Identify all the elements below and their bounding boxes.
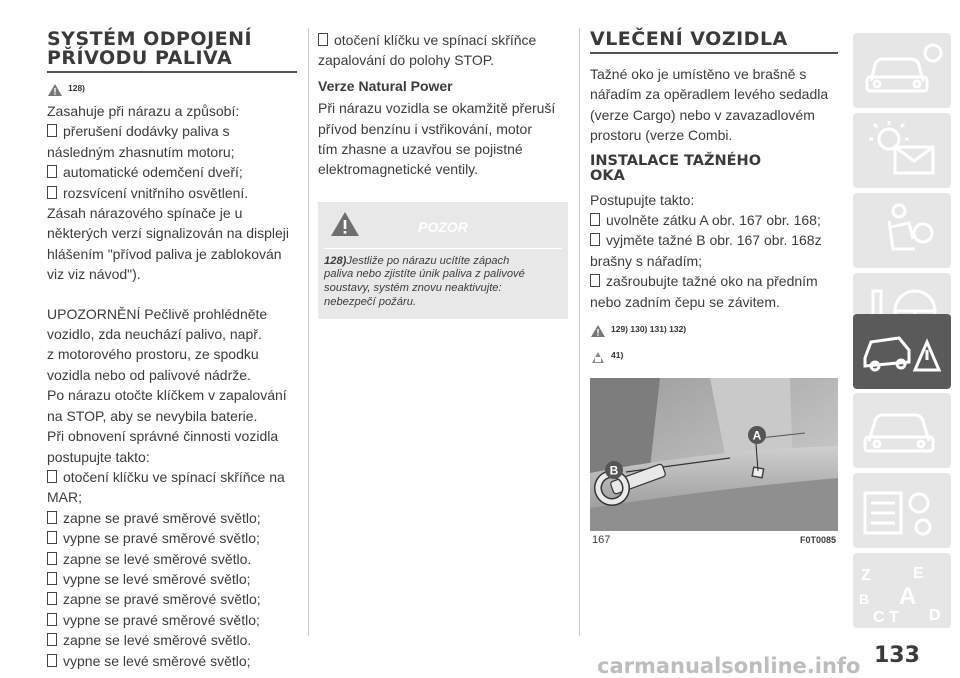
bullet-text-cont: zapalování do polohy STOP. xyxy=(318,52,495,69)
intro-text: Postupujte takto: xyxy=(590,191,695,208)
specifications-gears-icon xyxy=(853,473,951,548)
section-title-towing: VLEČENÍ VOZIDLA xyxy=(590,28,788,50)
caution-hand-icon xyxy=(590,350,606,364)
bullet-item xyxy=(47,183,297,203)
paragraph-line: Zásah nárazového spínače je u xyxy=(47,205,243,222)
checkbox-bullet-icon xyxy=(47,654,57,667)
bullet-text: zašroubujte tažné oko na předním xyxy=(606,273,818,290)
tow-eye-illustration xyxy=(590,378,838,531)
title-line-2: PŘÍVODU PALIVA xyxy=(47,47,233,69)
bullet-item xyxy=(590,230,838,250)
index-letter: C xyxy=(873,609,885,626)
paragraph-line: některých verzí signalizován na displeji xyxy=(47,225,290,242)
step-text: vypne se pravé směrové světlo; xyxy=(63,530,260,547)
column-natural-power xyxy=(318,30,568,319)
chapter-tab-specifications[interactable] xyxy=(853,473,951,548)
step-item xyxy=(47,589,297,609)
watermark: carmanualsonline.info xyxy=(597,654,861,678)
checkbox-bullet-icon xyxy=(47,633,57,646)
warning-line: paliva nebo zjistíte únik paliva z palivové xyxy=(324,268,525,281)
checkbox-bullet-icon xyxy=(590,233,600,246)
checkbox-bullet-icon xyxy=(47,572,57,585)
paragraph-line: Tažné oko je umístěno ve brašně s xyxy=(590,66,807,82)
step-item xyxy=(47,610,297,630)
bullet-text: vyjměte tažné B obr. 167 obr. 168z xyxy=(606,232,822,249)
step-item xyxy=(47,549,297,569)
paragraph-line: postupujte takto: xyxy=(47,448,150,465)
bullet-text: rozsvícení vnitřního osvětlení. xyxy=(63,184,249,201)
section-title-fuel-cutoff xyxy=(47,30,297,68)
checkbox-bullet-icon xyxy=(47,124,57,137)
column-divider xyxy=(579,28,580,636)
figure-caption xyxy=(590,534,838,550)
paragraph-line: z motorového prostoru, ze spodku xyxy=(47,346,259,363)
figure-tow-eye-photo xyxy=(590,378,838,531)
step-text: zapne se pravé směrové světlo; xyxy=(63,509,261,526)
title-rule xyxy=(47,71,297,73)
warning-line: Jestliže po nárazu ucítíte zápach xyxy=(346,254,510,267)
car-dashboard-icon xyxy=(853,33,951,108)
paragraph-line: přívod benzínu i vstřikování, motor xyxy=(318,120,532,137)
warning-ref-row xyxy=(47,81,297,101)
chapter-tab-warning-lights[interactable] xyxy=(853,113,951,188)
warning-box xyxy=(318,202,568,319)
column-towing xyxy=(590,30,838,550)
warning-number: 128) xyxy=(324,254,347,267)
warning-line: soustavy, systém znovu neaktivujte: xyxy=(324,282,502,295)
bullet-text: uvolněte zátku A obr. 167 obr. 168; xyxy=(606,212,821,229)
note-ref-row xyxy=(590,348,838,366)
checkbox-bullet-icon xyxy=(47,552,57,565)
warning-triangle-icon xyxy=(47,83,63,97)
step-item xyxy=(47,508,297,528)
car-maintenance-icon xyxy=(853,393,951,468)
paragraph-line: viz viz návod"). xyxy=(47,266,141,283)
paragraph-line: tím zhasne a uzavřou se pojistné xyxy=(318,141,523,158)
page-number: 133 xyxy=(874,643,920,668)
step-text: vypne se levé směrové světlo; xyxy=(63,570,251,587)
step-text: zapne se levé směrové světlo. xyxy=(63,632,252,649)
warning-ref-row xyxy=(590,322,838,348)
index-letter: T xyxy=(889,609,899,626)
paragraph-line: (verze Cargo) nebo v zavazadlovém xyxy=(590,106,815,123)
chapter-tab-emergency[interactable] xyxy=(853,314,951,389)
warning-title: POZOR xyxy=(418,218,468,235)
intro-text: Zasahuje při nárazu a způsobí: xyxy=(47,103,240,119)
chapter-tab-index[interactable] xyxy=(853,558,951,628)
step-text: zapne se levé směrové světlo. xyxy=(63,550,252,567)
warning-ref: 128) xyxy=(68,83,86,93)
checkbox-bullet-icon xyxy=(47,613,57,626)
paragraph-line: Po nárazu otočte klíčkem v zapalování xyxy=(47,387,287,404)
bullet-text: přerušení dodávky paliva s xyxy=(63,123,230,140)
paragraph-line: vozidla nebo od palivové nádrže. xyxy=(47,366,251,383)
title-rule xyxy=(590,52,838,54)
checkbox-bullet-icon xyxy=(47,511,57,524)
chapter-tab-safety[interactable] xyxy=(853,193,951,268)
callout-b-label: B xyxy=(609,463,619,478)
bullet-text-cont: brašny s nářadím; xyxy=(590,252,703,269)
subtitle-line-2: OKA xyxy=(590,167,625,184)
checkbox-bullet-icon xyxy=(47,186,57,199)
bullet-item xyxy=(47,467,297,487)
checkbox-bullet-icon xyxy=(47,592,57,605)
paragraph-line: elektromagnetické ventily. xyxy=(318,161,479,178)
bullet-item xyxy=(47,162,297,182)
step-item xyxy=(47,630,297,650)
warning-header xyxy=(318,202,568,248)
emergency-car-icon xyxy=(853,314,951,389)
paragraph-line: UPOZORNĚNÍ Pečlivě prohlédněte xyxy=(47,305,268,322)
step-item xyxy=(47,528,297,548)
step-text: vypne se pravé směrové světlo; xyxy=(63,611,260,628)
column-fuel-cutoff xyxy=(47,30,297,671)
paragraph-line: nářadím za opěradlem levého sedadla xyxy=(590,86,829,103)
checkbox-bullet-icon xyxy=(318,33,328,46)
warning-line: nebezpečí požáru. xyxy=(324,295,417,308)
checkbox-bullet-icon xyxy=(47,165,57,178)
seat-safety-icon xyxy=(853,193,951,268)
warning-refs: 129) 130) 131) 132) xyxy=(611,324,687,335)
bullet-item xyxy=(318,30,568,50)
paragraph-line: hlášením "přívod paliva je zablokován xyxy=(47,245,282,262)
alphabetical-index-icon xyxy=(853,558,951,628)
callout-a-label: A xyxy=(752,428,762,443)
checkbox-bullet-icon xyxy=(47,470,57,483)
paragraph-line: prostoru (verze Combi. xyxy=(590,127,733,144)
step-item xyxy=(47,651,297,671)
warning-triangle-icon xyxy=(590,324,606,338)
paragraph-line: vozidlo, zda neuchází palivo, např. xyxy=(47,326,262,343)
index-letter: D xyxy=(929,607,941,624)
figure-code: F0T0085 xyxy=(799,535,836,546)
bullet-item xyxy=(47,121,297,141)
bullet-text-cont: následným zhasnutím motoru; xyxy=(47,143,235,160)
index-letter: B xyxy=(859,591,870,607)
paragraph-line: Při obnovení správné činnosti vozidla xyxy=(47,428,279,445)
step-item xyxy=(47,569,297,589)
bullet-text: otočení klíčku ve spínací skříňce xyxy=(334,32,537,48)
bullet-text: otočení klíčku ve spínací skříňce na xyxy=(63,468,285,485)
bullet-text-cont: nebo zadním čepu se závitem. xyxy=(590,293,780,310)
subtitle-line-1: INSTALACE TAŽNÉHO xyxy=(590,152,762,169)
subheading-natural-power: Verze Natural Power xyxy=(318,77,453,94)
checkbox-bullet-icon xyxy=(590,274,600,287)
index-letter: Z xyxy=(861,567,871,584)
paragraph-line: na STOP, aby se nevybila baterie. xyxy=(47,407,258,424)
warning-body xyxy=(324,248,562,309)
title-line-1: SYSTÉM ODPOJENÍ xyxy=(47,28,253,50)
column-divider xyxy=(308,28,309,636)
chapter-tab-maintenance[interactable] xyxy=(853,393,951,468)
checkbox-bullet-icon xyxy=(47,531,57,544)
bullet-text-cont: MAR; xyxy=(47,489,82,506)
step-text: vypne se levé směrové světlo; xyxy=(63,652,251,669)
bullet-item xyxy=(590,210,838,230)
subsection-title-tow-eye xyxy=(590,154,838,184)
note-ref: 41) xyxy=(611,350,624,361)
figure-number: 167 xyxy=(592,534,611,547)
bullet-text: automatické odemčení dveří; xyxy=(63,164,243,181)
chapter-tab-dashboard[interactable] xyxy=(853,33,951,108)
warning-lights-icon xyxy=(853,113,951,188)
checkbox-bullet-icon xyxy=(590,213,600,226)
bullet-item xyxy=(590,271,838,291)
index-letter: A xyxy=(899,583,917,610)
index-letter: E xyxy=(913,565,924,582)
paragraph-line: Při nárazu vozidla se okamžitě přeruší xyxy=(318,100,556,117)
step-text: zapne se pravé směrové světlo; xyxy=(63,591,261,608)
